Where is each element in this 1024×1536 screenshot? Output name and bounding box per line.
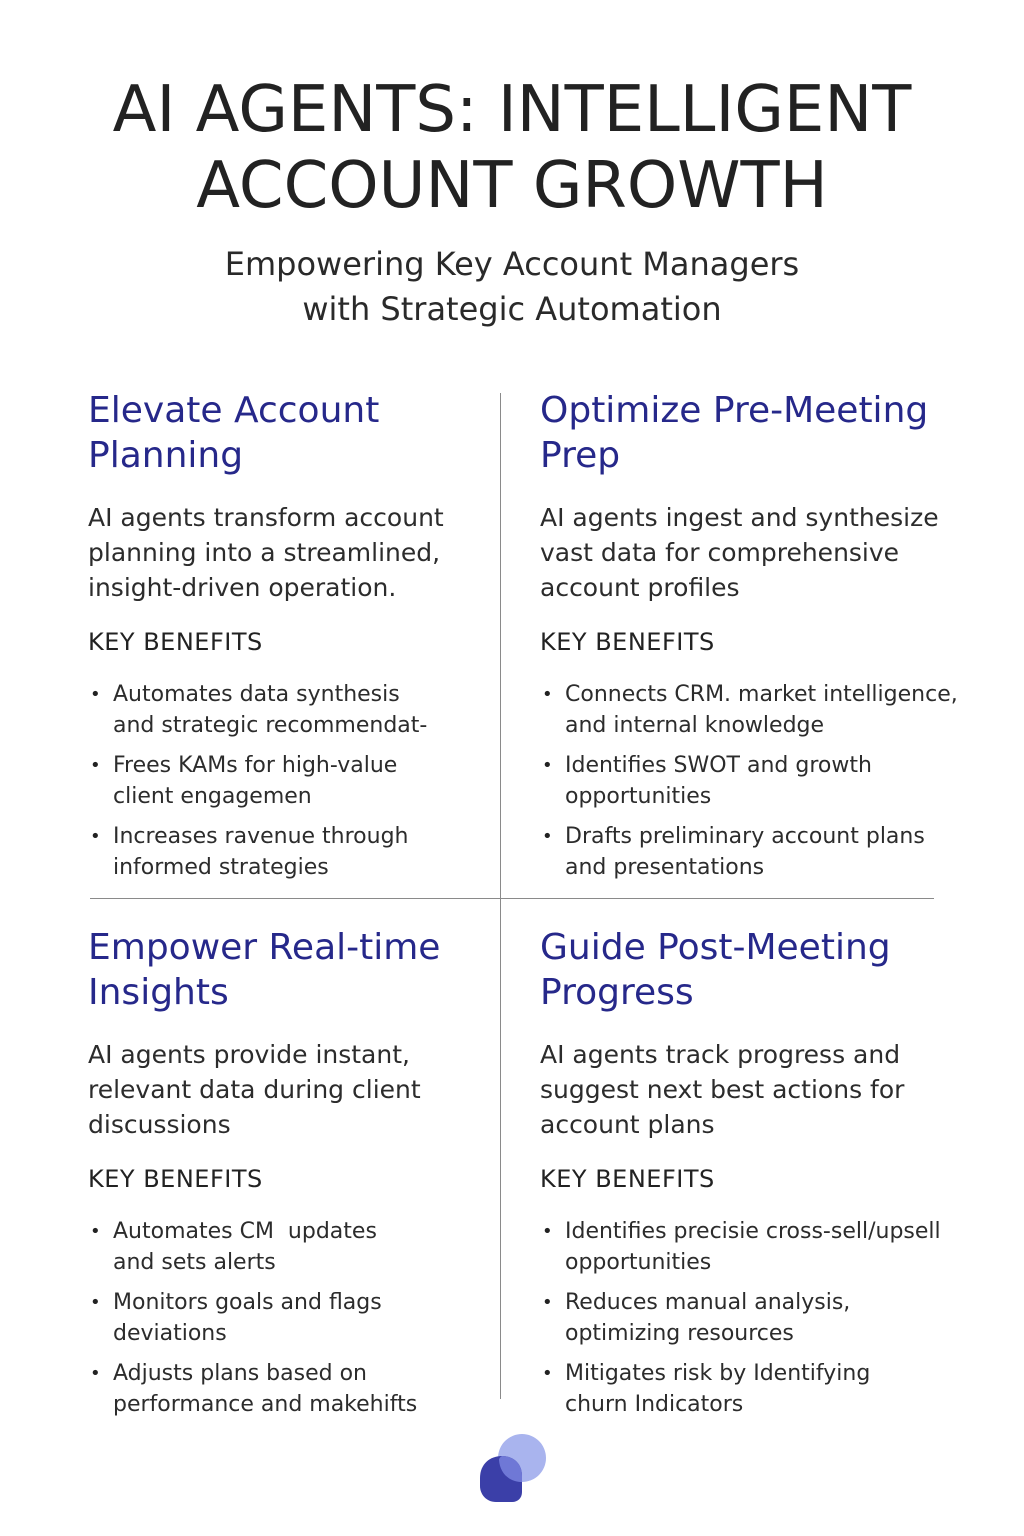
description-line: discussions [88,1110,231,1139]
quadrant-description [88,1037,518,1142]
benefits-list [540,679,970,883]
benefit-line: Automates CM updates [113,1219,377,1244]
benefit-item [88,1287,518,1349]
benefit-line: Automates data synthesis [113,682,400,707]
benefit-line: deviations [113,1321,227,1346]
benefit-line: and presentations [565,855,765,880]
bullet-icon: • [542,1292,553,1313]
quadrant-title-line: Optimize Pre-Meeting [540,390,929,431]
benefit-line: Identifies precisie cross-sell/upsell [565,1219,941,1244]
bullet-icon: • [90,826,101,847]
description-line: account plans [540,1110,715,1139]
benefit-line: Increases ravenue through [113,824,409,849]
benefit-line: Reduces manual analysis, [565,1290,851,1315]
benefit-line: Mitigates risk by Identifying [565,1361,871,1386]
benefit-item [88,679,518,741]
description-line: account profiles [540,573,740,602]
benefit-line: Adjusts plans based on [113,1361,367,1386]
benefit-item [88,821,518,883]
description-line: relevant data during client [88,1075,421,1104]
quadrant-title-line: Guide Post-Meeting [540,927,891,968]
bullet-icon: • [542,755,553,776]
benefit-item [88,1216,518,1278]
bullet-icon: • [90,684,101,705]
quadrant-title-line: Empower Real-time [88,927,441,968]
subtitle-line-1: Empowering Key Account Managers [224,245,800,283]
description-line: AI agents track progress and [540,1040,901,1069]
quadrant-description [88,500,518,605]
quadrant-description [540,500,970,605]
description-line: AI agents provide instant, [88,1040,410,1069]
benefit-line: client engagemen [113,784,312,809]
key-benefits-label: KEY BENEFITS [88,628,263,656]
description-line: AI agents transform account [88,503,444,532]
quadrant-title-line: Elevate Account [88,390,380,431]
bullet-icon: • [542,684,553,705]
quadrant-title-line: Insights [88,972,229,1013]
title-line-2: ACCOUNT GROWTH [196,149,828,223]
quadrant-description [540,1037,970,1142]
benefit-line: optimizing resources [565,1321,794,1346]
benefit-item [540,1216,970,1278]
quadrant-title-line: Planning [88,435,244,476]
benefit-line: performance and makehifts [113,1392,418,1417]
bullet-icon: • [90,1221,101,1242]
benefit-line: Connects CRM. market intelligence, [565,682,958,707]
benefit-line: opportunities [565,1250,712,1275]
benefit-item [540,1358,970,1420]
page-title [40,72,984,224]
benefits-list [540,1216,970,1420]
benefit-line: informed strategies [113,855,329,880]
key-benefits-label: KEY BENEFITS [540,628,715,656]
description-line: planning into a streamlined, [88,538,441,567]
bullet-icon: • [542,1221,553,1242]
benefit-item [88,750,518,812]
benefit-item [540,821,970,883]
benefit-line: and sets alerts [113,1250,276,1275]
quadrant-title [540,925,970,1015]
quadrant-empower-real-time-insights [88,925,518,1429]
benefits-list [88,1216,518,1420]
benefit-line: churn Indicators [565,1392,744,1417]
page-subtitle [80,242,944,332]
quadrant-guide-post-meeting-progress [540,925,970,1429]
description-line: vast data for comprehensive [540,538,900,567]
quadrant-title-line: Prep [540,435,621,476]
benefit-line: and internal knowledge [565,713,825,738]
bullet-icon: • [90,1292,101,1313]
bullet-icon: • [90,1363,101,1384]
description-line: AI agents ingest and synthesize [540,503,939,532]
benefit-item [540,679,970,741]
benefit-line: Frees KAMs for high-value [113,753,398,778]
description-line: suggest next best actions for [540,1075,905,1104]
benefit-line: opportunities [565,784,712,809]
quadrant-title [540,388,970,478]
benefit-line: Identifies SWOT and growth [565,753,872,778]
overlapping-circles-logo-icon [474,1430,550,1506]
quadrant-optimize-pre-meeting-prep [540,388,970,892]
benefit-item [540,1287,970,1349]
benefit-item [540,750,970,812]
benefit-line: Monitors goals and flags [113,1290,382,1315]
benefit-line: and strategic recommendat- [113,713,428,738]
description-line: insight-driven operation. [88,573,397,602]
quadrant-title [88,388,518,478]
bullet-icon: • [542,1363,553,1384]
benefit-line: Drafts preliminary account plans [565,824,925,849]
title-line-1: AI AGENTS: INTELLIGENT [112,73,912,147]
key-benefits-label: KEY BENEFITS [540,1165,715,1193]
benefits-list [88,679,518,883]
quadrant-title [88,925,518,1015]
subtitle-line-2: with Strategic Automation [302,290,722,328]
bullet-icon: • [542,826,553,847]
quadrant-title-line: Progress [540,972,694,1013]
benefit-item [88,1358,518,1420]
bullet-icon: • [90,755,101,776]
horizontal-divider [90,898,934,899]
key-benefits-label: KEY BENEFITS [88,1165,263,1193]
quadrant-elevate-account-planning [88,388,518,892]
